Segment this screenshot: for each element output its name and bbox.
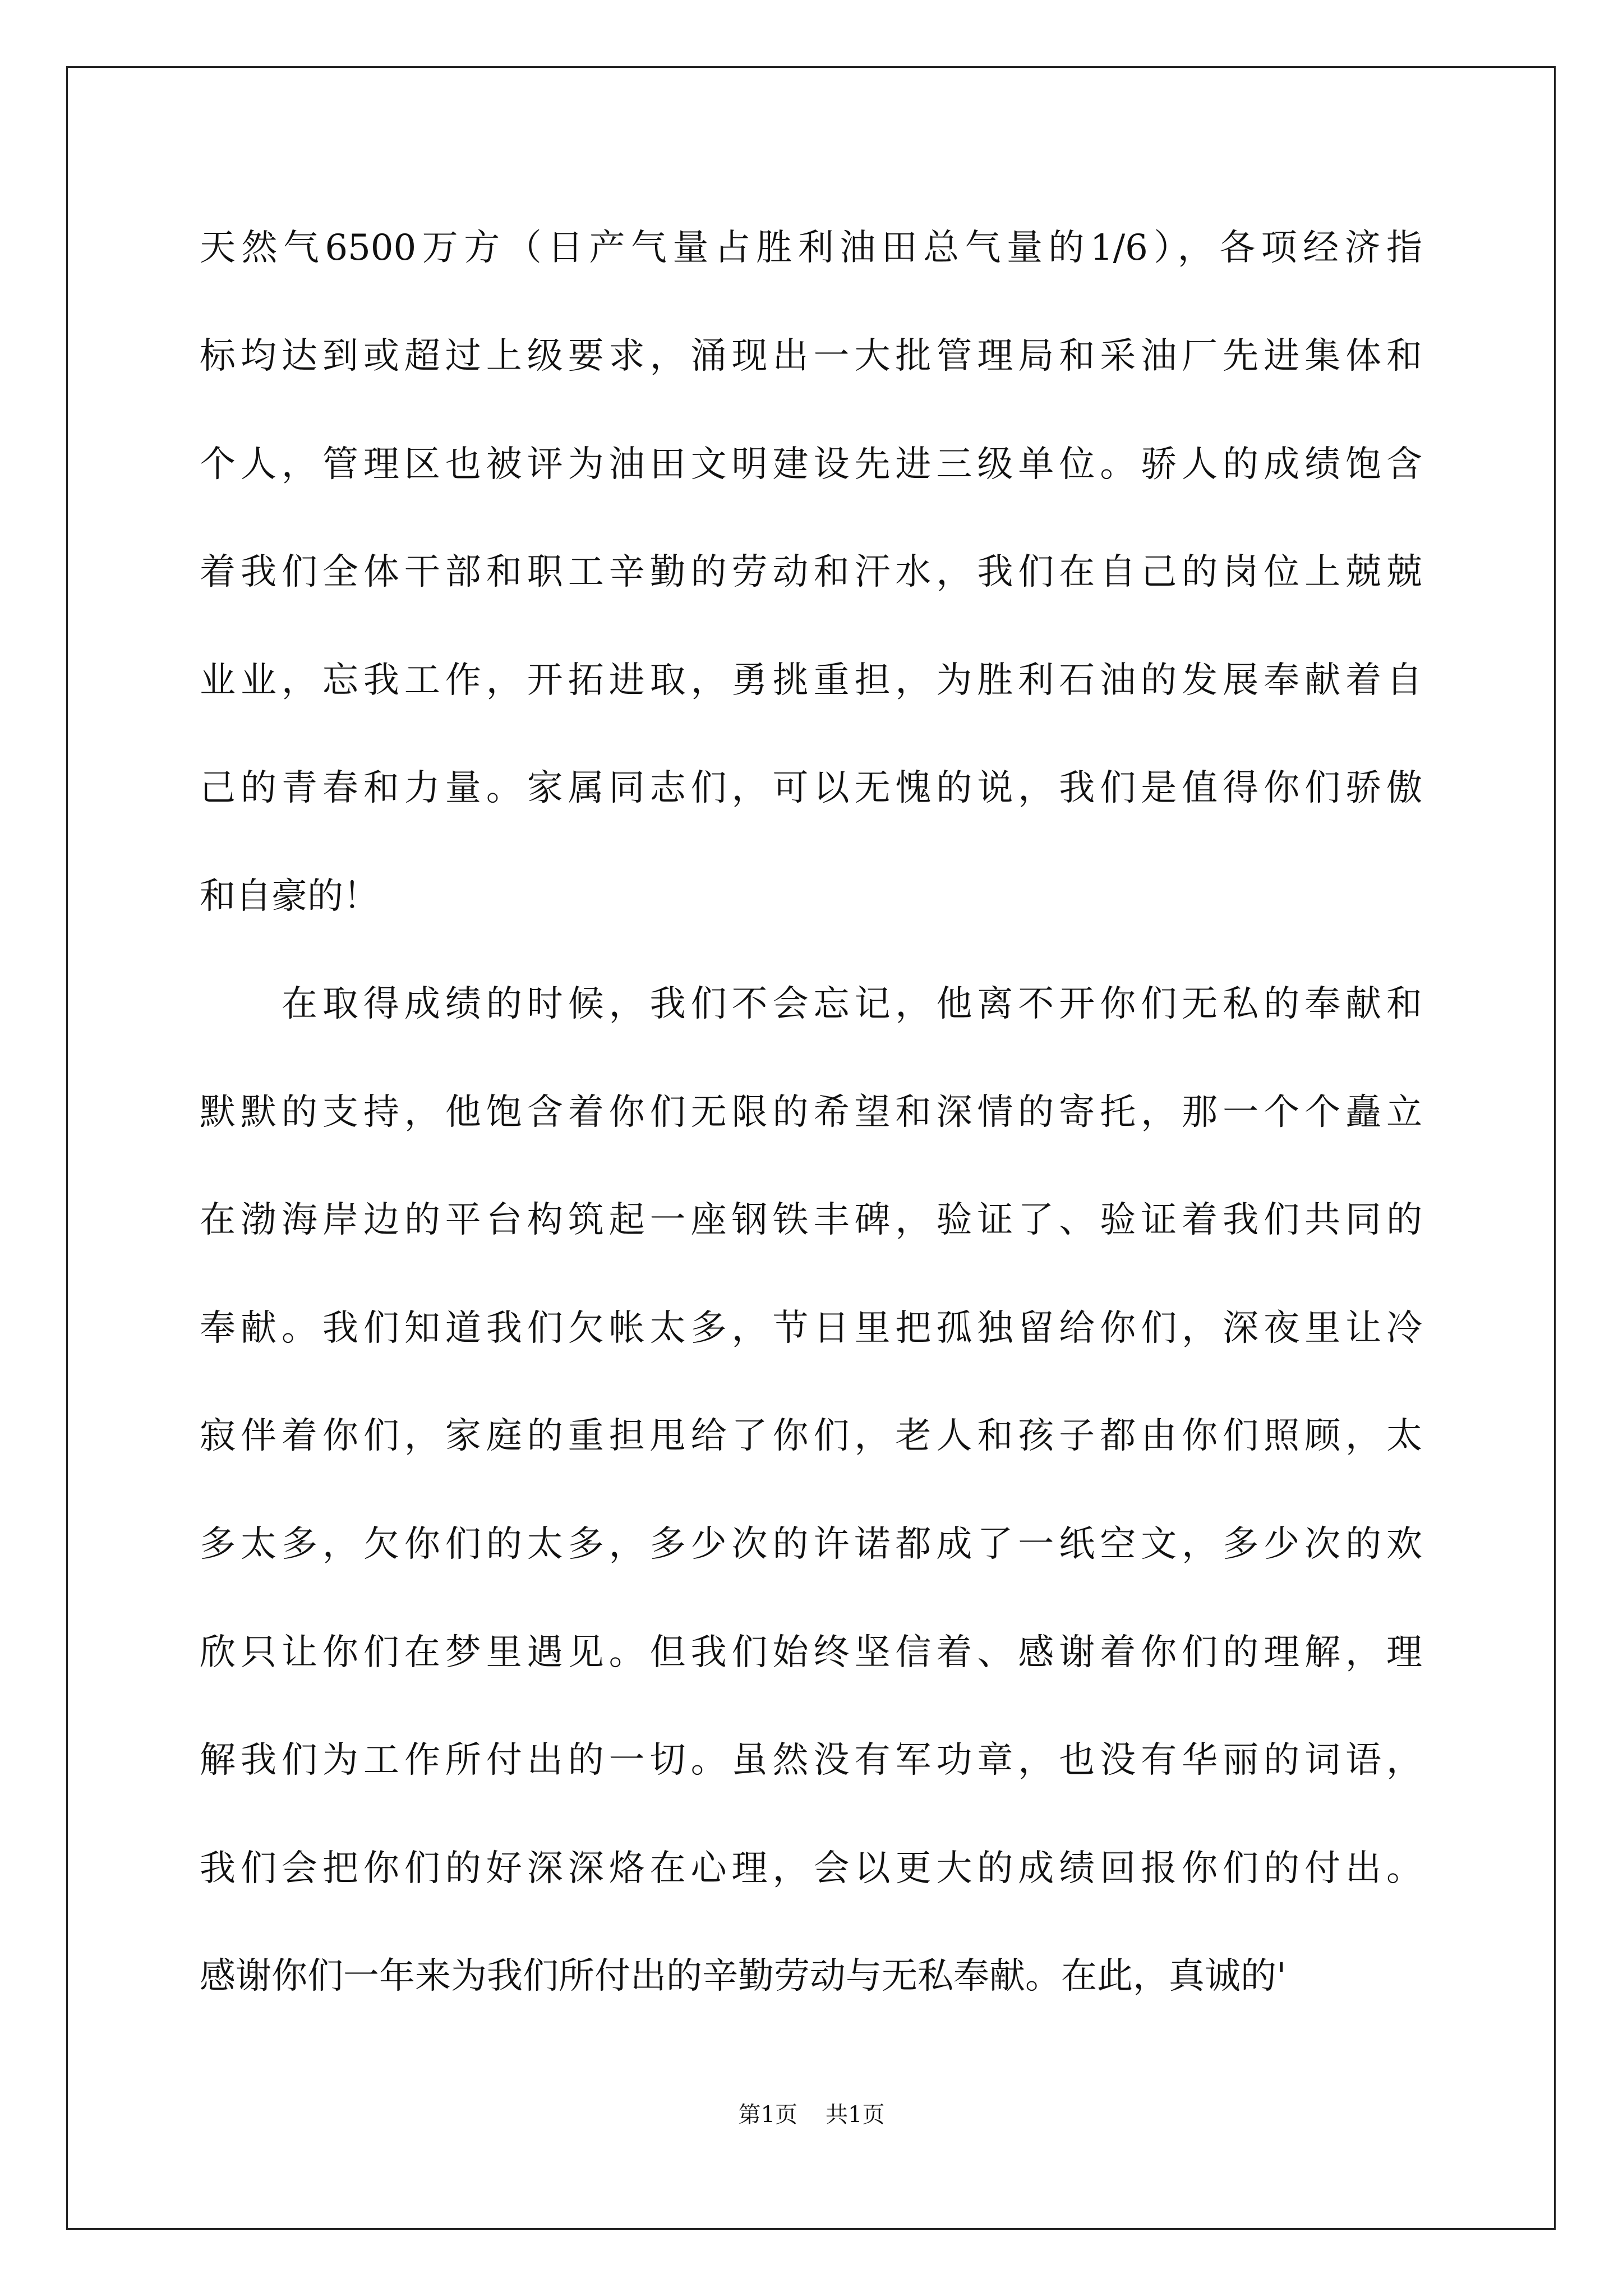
text-line: 和自豪的！ <box>200 876 379 917</box>
text-line: 在取得成绩的时候，我们不会忘记，他离不开你们无私的奉献和 <box>200 983 1422 1025</box>
text-line: 业业，忘我工作，开拓进取，勇挑重担，为胜利石油的发展奉献着自 <box>200 660 1422 701</box>
text-line: 欣只让你们在梦里遇见。但我们始终坚信着、感谢着你们的理解，理 <box>200 1632 1422 1673</box>
text-line: 标均达到或超过上级要求，涌现出一大批管理局和采油厂先进集体和 <box>200 335 1422 377</box>
text-line: 己的青春和力量。家属同志们，可以无愧的说，我们是值得你们骄傲 <box>200 767 1422 809</box>
page-border <box>66 66 1556 2230</box>
text-line: 着我们全体干部和职工辛勤的劳动和汗水，我们在自己的岗位上兢兢 <box>200 551 1422 593</box>
text-line: 感谢你们一年来为我们所付出的辛勤劳动与无私奉献。在此，真诚的' <box>200 1955 1287 1997</box>
page-footer <box>0 2097 1623 2129</box>
text-line: 个人，管理区也被评为油田文明建设先进三级单位。骄人的成绩饱含 <box>200 444 1422 485</box>
text-line: 奉献。我们知道我们欠帐太多，节日里把孤独留给你们，深夜里让冷 <box>200 1308 1422 1349</box>
text-line: 寂伴着你们，家庭的重担甩给了你们，老人和孩子都由你们照顾，太 <box>200 1415 1422 1457</box>
text-line: 在渤海岸边的平台构筑起一座钢铁丰碑，验证了、验证着我们共同的 <box>200 1199 1422 1241</box>
page-number-total: 共1页 <box>826 2102 885 2128</box>
page-number-current: 第1页 <box>738 2102 797 2128</box>
text-line: 多太多，欠你们的太多，多少次的许诺都成了一纸空文，多少次的欢 <box>200 1524 1422 1565</box>
text-line: 默默的支持，他饱含着你们无限的希望和深情的寄托，那一个个矗立 <box>200 1092 1422 1133</box>
text-line: 我们会把你们的好深深烙在心理，会以更大的成绩回报你们的付出。 <box>200 1848 1422 1889</box>
text-line: 解我们为工作所付出的一切。虽然没有军功章，也没有华丽的词语， <box>200 1740 1422 1781</box>
text-line: 天然气6500万方（日产气量占胜利油田总气量的1/6），各项经济指 <box>200 227 1422 269</box>
